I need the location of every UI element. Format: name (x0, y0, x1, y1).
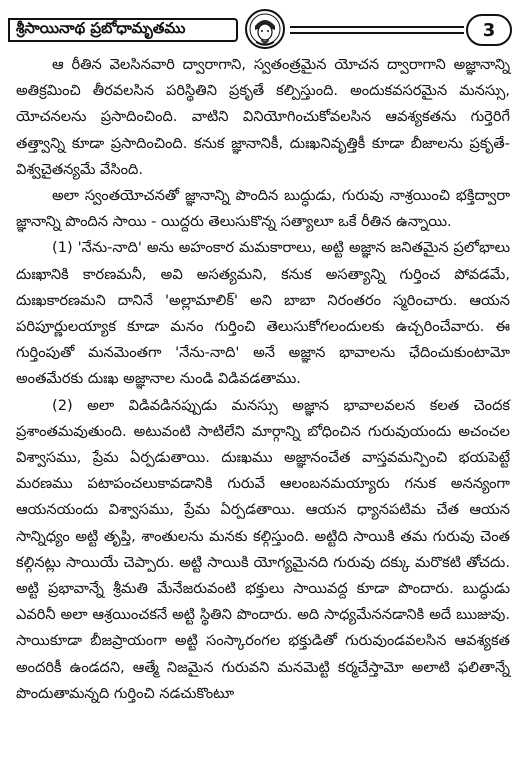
paragraph: అలా స్వంతయోచనతో జ్ఞానాన్ని పొందిన బుద్ధుడు, గురువు నాశ్రయించి భక్తిద్వారా జ్ఞానాన్ని పొందిన సాయి - యిద్దరు తెలుసుకొన్న సత్యాలూ ఒకే రీతిన ఉన్నాయి. (16, 187, 510, 231)
paragraph: (1) 'నేను-నాది' అను అహంకార మమకారాలు, అట్టి అజ్ఞాన జనితమైన ప్రలోభాలు దుఃఖానికి కారణమనీ, అవి అసత్యమని, కనుక అసత్యాన్ని గుర్తించ పోవడమే, దుఃఖకారణమని దానినే 'అల్లామాలిక్' అని బాబా నిరంతరం స్మరించారు. ఆయన పరిపూర్ణులయ్యాక కూడా మనం గుర్తించి తెలుసుకోగలందులకు ఉచ్చరించేవారు. ఈ గుర్తింపుతో మనమెంతగా 'నేను-నాది' అనే అజ్ఞాన భావాలను ఛేదించుకుంటామో అంతమేరకు దుఃఖ అజ్ఞానాల నుండి విడివడతాము. (16, 239, 510, 388)
title-box-end (230, 18, 238, 42)
body-text (16, 52, 510, 707)
running-title: శ్రీసాయినాథ ప్రబోధామృతము (8, 18, 230, 42)
paragraph: ఆ రీతిన వెలసినవారి ద్వారాగాని, స్వతంత్రమైన యోచన ద్వారాగాని అజ్ఞానాన్ని అతిక్రమించి తీరవలసిన పరిస్థితిని ప్రకృతే కల్పిస్తుంది. అందుకవసరమైన మనస్సు, యోచనలను ప్రసాదించింది. వాటిని వినియోగించుకోవలసిన ఆవశ్యకతను గుర్తెరిగే తత్త్వాన్ని కూడా ప్రసాదించింది. కనుక జ్ఞానానికీ, దుఃఖనివృత్తికీ కూడా బీజాలను ప్రకృతే-విశ్వచైతన్యమే వేసింది. (16, 56, 510, 178)
page-header (8, 8, 514, 48)
sai-baba-portrait-icon (244, 8, 286, 50)
page-number: 3 (466, 14, 512, 46)
paragraph: (2) అలా విడివడినప్పుడు మనస్సు అజ్ఞాన భావాలవలన కలత చెందక ప్రశాంతమవుతుంది. అటువంటి సాటిలేని మార్గాన్ని బోధించిన గురువుయందు అచంచల విశ్వాసము, ప్రేమ ఏర్పడుతాయి. దుఃఖము అజ్ఞానంచేత వాస్తవమన్పించి భయపెట్టే మరణము పటాపంచలుకావడానికి గురువే ఆలంబనమయ్యారు గనుక అనన్యంగా ఆయనయందు విశ్వాసము, ప్రేమ ఏర్పడతాయి. ఆయన ధ్యానపటిమ చేత ఆయన సాన్నిధ్యం అట్టి తృప్తి, శాంతులను మనకు కల్గిస్తుంది. అట్టిది సాయికి తమ గురువు చెంత కల్గినట్లు సాయియే చెప్పారు. అట్టి సాయికి యోగ్యమైనది గురువు దక్కు మరొకటి తోచదు. అట్టి ప్రభావాన్నే శ్రీమతి మేనేజరువంటి భక్తులు సాయివద్ద కూడా పొందారు. బుద్ధుడు ఎవరినీ అలా ఆశ్రయించకనే అట్టి స్థితిని పొందారు. అది సాధ్యమేననడానికి అదే ఋజువు. సాయికూడా బీజప్రాయంగా అట్టి సంస్కారంగల భక్తుడితో గురువుండవలసిన ఆవశ్యకత అందరికీ ఉండదని, ఆత్మే నిజమైన గురువని మనమెట్టి కర్మచేస్తామో అలాటి ఫలితాన్నే పొందుతామన్నది గుర్తించి నడచుకొంటూ (16, 396, 510, 702)
header-rule (290, 26, 464, 34)
